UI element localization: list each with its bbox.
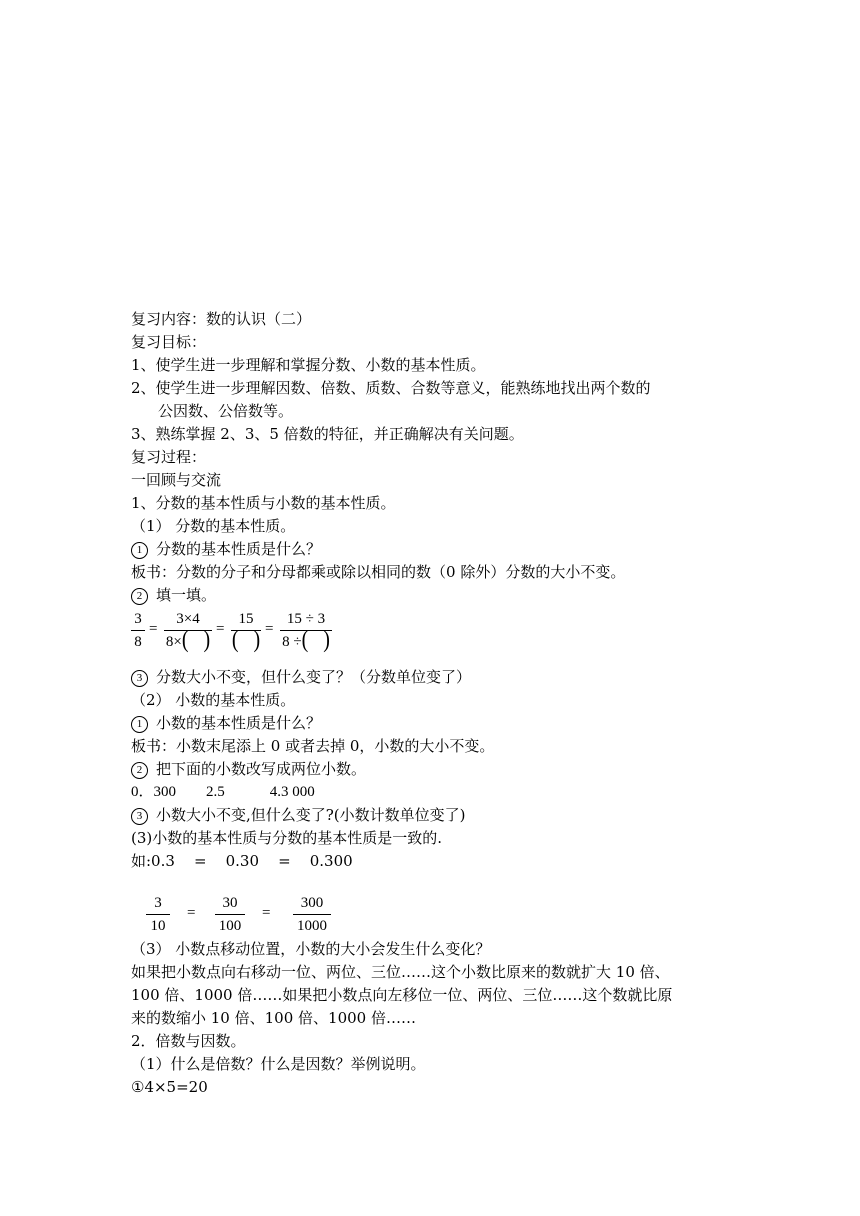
fraction: 3 8: [131, 609, 145, 652]
topic-1-heading: 1、分数的基本性质与小数的基本性质。: [131, 494, 396, 512]
question-fraction-change: [131, 666, 471, 688]
fill-in-instruction: [131, 584, 216, 606]
subtopic-decimal-point-move: （3） 小数点移动位置，小数的大小会发生什么变化？: [131, 940, 491, 958]
topic-2-heading: 2．倍数与因数。: [131, 1032, 246, 1050]
property-consistency-note: (3)小数的基本性质与分数的基本性质是一致的.: [131, 829, 443, 847]
goal-1: 1、使学生进一步理解和掌握分数、小数的基本性质。: [131, 356, 486, 374]
question-text: 小数大小不变,但什么变了?(小数计数单位变了): [156, 806, 466, 824]
review-process-heading: 复习过程：: [131, 448, 207, 466]
question-text: 小数的基本性质是什么？: [156, 714, 322, 732]
board-note-fraction: 板书：分数的分子和分母都乘或除以相同的数（0 除外）分数的大小不变。: [131, 563, 626, 581]
instruction-text: 把下面的小数改写成两位小数。: [156, 760, 367, 778]
review-content-title: 复习内容：数的认识（二）: [131, 310, 312, 328]
circled-number-marker: 1: [131, 542, 148, 559]
review-goals-heading: 复习目标：: [131, 333, 207, 351]
question-text: 分数的基本性质是什么？: [156, 540, 322, 558]
decimal-move-explanation-2: 100 倍、1000 倍……如果把小数点向左移位一位、两位、三位……这个数就比原: [131, 986, 673, 1004]
section-review-exchange: 一回顾与交流: [131, 471, 222, 489]
subtopic-decimal-property: （2） 小数的基本性质。: [131, 691, 296, 709]
subtopic-fraction-property: （1） 分数的基本性质。: [131, 517, 296, 535]
subtopic-multiples-factors: （1）什么是倍数？什么是因数？举例说明。: [131, 1055, 426, 1073]
question-decimal-property: [131, 712, 321, 734]
question-text: 分数大小不变，但什么变了？（分数单位变了）: [156, 668, 472, 686]
fraction: 3 10: [146, 893, 170, 936]
equals-sign: =: [187, 905, 196, 921]
circled-number-marker: 2: [131, 588, 148, 605]
decimal-move-explanation-3: 来的数缩小 10 倍、100 倍、1000 倍……: [131, 1009, 416, 1027]
fraction: 300 1000: [293, 893, 331, 936]
circled-number-marker: 3: [131, 670, 148, 687]
fraction: 30 100: [215, 893, 245, 936]
circled-number-marker: 1: [131, 716, 148, 733]
decimal-examples: 0．300 2.5 4.3 000: [131, 784, 315, 800]
fraction: 3×4 8×( ): [165, 611, 211, 654]
equals-sign: =: [265, 621, 274, 637]
decimal-equality-example: 如:0.3 = 0.30 = 0.300: [131, 852, 353, 870]
goal-3: 3、熟练掌握 2、3、5 倍数的特征，并正确解决有关问题。: [131, 425, 524, 443]
goal-2: 2、使学生进一步理解因数、倍数、质数、合数等意义，能熟练地找出两个数的: [131, 379, 651, 397]
equals-sign: =: [149, 621, 158, 637]
instruction-text: 填一填。: [156, 586, 217, 604]
fraction: 15 ( ): [231, 611, 261, 654]
circled-number-marker: 3: [131, 808, 148, 825]
circled-number-marker: 2: [131, 762, 148, 779]
rewrite-decimal-instruction: [131, 758, 366, 780]
decimal-move-explanation-1: 如果把小数点向右移动一位、两位、三位……这个小数比原来的数就扩大 10 倍、: [131, 963, 670, 981]
fraction: 15 ÷ 3 8 ÷( ): [280, 609, 332, 652]
equals-sign: =: [216, 621, 225, 637]
example-equation: ①4×5=20: [131, 1078, 208, 1096]
board-note-decimal: 板书：小数末尾添上 0 或者去掉 0，小数的大小不变。: [131, 737, 495, 755]
goal-2-cont: 公因数、公倍数等。: [158, 402, 294, 420]
equals-sign: =: [262, 905, 271, 921]
question-decimal-change: [131, 804, 466, 826]
question-fraction-property: [131, 538, 321, 560]
